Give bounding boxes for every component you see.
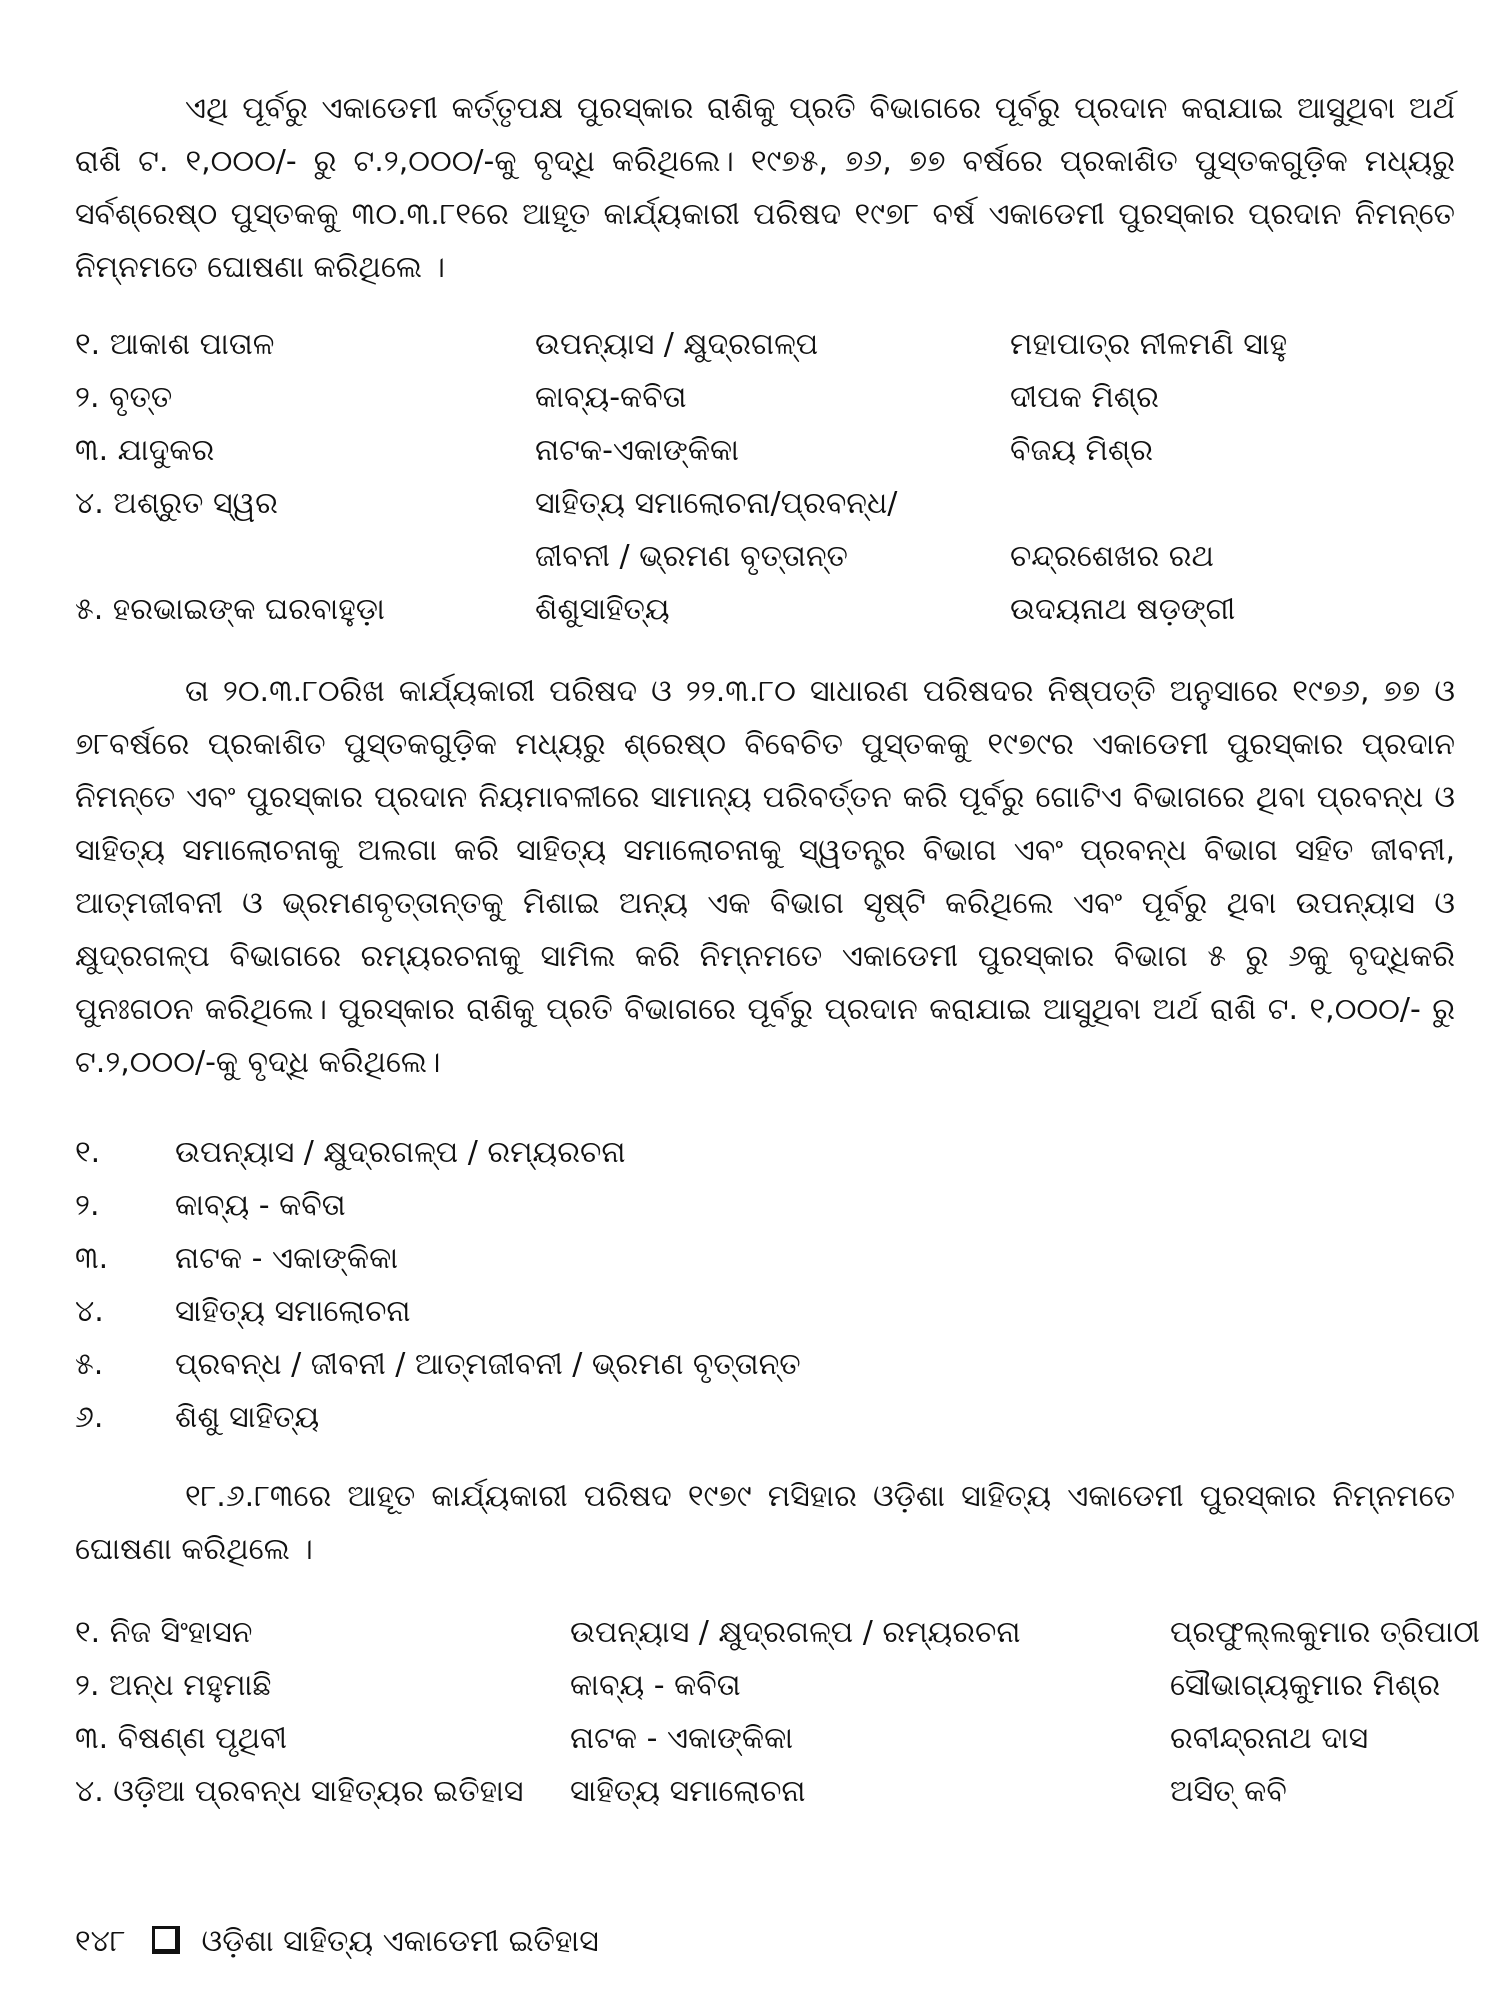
page-footer bbox=[75, 1920, 599, 1964]
list-item bbox=[75, 373, 1475, 423]
award-category: ଜୀବନୀ / ଭ୍ରମଣ ବୃତ୍ତାନ୍ତ bbox=[535, 539, 848, 574]
award-category: ନାଟକ - ଏକାଙ୍କିକା bbox=[570, 1721, 794, 1756]
category-number: ୬. bbox=[75, 1400, 104, 1435]
award-author: ଉଦୟନାଥ ଷଡ଼ଙ୍ଗୀ bbox=[1010, 592, 1236, 627]
list-item bbox=[75, 426, 1475, 476]
category-number: ୩. bbox=[75, 1241, 109, 1276]
award-author: ମହାପାତ୍ର ନୀଳମଣି ସାହୁ bbox=[1010, 327, 1288, 362]
award-author: ପ୍ରଫୁଲ୍ଲକୁମାର ତ୍ରିପାଠୀ bbox=[1170, 1615, 1480, 1650]
award-book: ୩. ଯାଦୁକର bbox=[75, 433, 215, 468]
list-item bbox=[75, 1340, 1475, 1390]
category-label: ନାଟକ - ଏକାଙ୍କିକା bbox=[175, 1241, 399, 1276]
category-number: ୪. bbox=[75, 1294, 104, 1329]
category-number: ୨. bbox=[75, 1188, 100, 1223]
award-book: ୪. ଓଡ଼ିଆ ପ୍ରବନ୍ଧ ସାହିତ୍ୟର ଇତିହାସ bbox=[75, 1774, 524, 1809]
category-number: ୧. bbox=[75, 1135, 101, 1170]
award-category: କାବ୍ୟ - କବିତା bbox=[570, 1668, 741, 1703]
list-item bbox=[75, 1234, 1475, 1284]
award-category: ସାହିତ୍ୟ ସମାଲୋଚନା bbox=[570, 1774, 806, 1809]
page-number: ୧୪୮ bbox=[75, 1924, 126, 1959]
award-author: ସୌଭାଗ୍ୟକୁମାର ମିଶ୍ର bbox=[1170, 1668, 1441, 1703]
award-category: କାବ୍ୟ-କବିତା bbox=[535, 380, 687, 415]
category-label: କାବ୍ୟ - କବିତା bbox=[175, 1188, 346, 1223]
list-item bbox=[75, 320, 1475, 370]
list-item bbox=[75, 1608, 1480, 1658]
list-item bbox=[75, 479, 1475, 529]
award-book: ୫. ହରଭାଇଙ୍କ ଘରବାହୁଡ଼ା bbox=[75, 592, 385, 627]
paragraph-3: ୧୮.୬.୮୩ରେ ଆହୂତ କାର୍ଯ୍ୟକାରୀ ପରିଷଦ ୧୯୭୯ ମସିହାର ଓଡ଼ିଶା ସାହିତ୍ୟ ଏକାଡେମୀ ପୁରସ୍କାର ନିମ୍ନମତେ ଘୋଷଣା କରିଥିଲେ । bbox=[75, 1479, 1455, 1567]
award-category: ସାହିତ୍ୟ ସମାଲୋଚନା/ପ୍ରବନ୍ଧ/ bbox=[535, 486, 898, 521]
award-category: ଉପନ୍ୟାସ / କ୍ଷୁଦ୍ରଗଳ୍ପ / ରମ୍ୟରଚନା bbox=[570, 1615, 1021, 1650]
award-book: ୨. ଅନ୍ଧ ମହୁମାଛି bbox=[75, 1668, 272, 1703]
award-book: ୩. ବିଷଣ୍ଣ ପୃଥିବୀ bbox=[75, 1721, 288, 1756]
paragraph-1: ଏଥି ପୂର୍ବରୁ ଏକାଡେମୀ କର୍ତ୍ତୃପକ୍ଷ ପୁରସ୍କାର ରାଶିକୁ ପ୍ରତି ବିଭାଗରେ ପୂର୍ବରୁ ପ୍ରଦାନ କରାଯାଇ ଆସୁଥିବା ଅର୍ଥ ରାଶି ଟ. ୧,୦୦୦/- ରୁ ଟ.୨,୦୦୦/-କୁ ବୃଦ୍ଧି କରିଥିଲେ। ୧୯୭୫, ୭୬, ୭୭ ବର୍ଷରେ ପ୍ରକାଶିତ ପୁସ୍ତକଗୁଡ଼ିକ ମଧ୍ୟରୁ ସର୍ବଶ୍ରେଷ୍ଠ ପୁସ୍ତକକୁ ୩୦.୩.୮୧ରେ ଆହୂତ କାର୍ଯ୍ୟକାରୀ ପରିଷଦ ୧୯୭୮ ବର୍ଷ ଏକାଡେମୀ ପୁରସ୍କାର ପ୍ରଦାନ ନିମନ୍ତେ ନିମ୍ନମତେ ଘୋଷଣା କରିଥିଲେ । bbox=[75, 91, 1455, 285]
award-author: ଦୀପକ ମିଶ୍ର bbox=[1010, 380, 1159, 415]
category-label: ସାହିତ୍ୟ ସମାଲୋଚନା bbox=[175, 1294, 411, 1329]
list-item bbox=[75, 1714, 1475, 1764]
list-item bbox=[75, 1287, 1475, 1337]
list-item bbox=[75, 1661, 1475, 1711]
award-book: ୧. ଆକାଶ ପାତାଳ bbox=[75, 327, 275, 362]
list-item bbox=[75, 1393, 1475, 1443]
list-item bbox=[75, 1767, 1475, 1817]
book-title: ଓଡ଼ିଶା ସାହିତ୍ୟ ଏକାଡେମୀ ଇତିହାସ bbox=[201, 1924, 599, 1959]
award-author: ରବୀନ୍ଦ୍ରନାଥ ଦାସ bbox=[1170, 1721, 1369, 1756]
award-category: ଉପନ୍ୟାସ / କ୍ଷୁଦ୍ରଗଳ୍ପ bbox=[535, 327, 819, 362]
award-author: ଚନ୍ଦ୍ରଶେଖର ରଥ bbox=[1010, 539, 1214, 574]
paragraph-2: ତା ୨୦.୩.୮୦ରିଖ କାର୍ଯ୍ୟକାରୀ ପରିଷଦ ଓ ୨୨.୩.୮୦ ସାଧାରଣ ପରିଷଦର ନିଷ୍ପତ୍ତି ଅନୁସାରେ ୧୯୭୬, ୭୭ ଓ ୭୮ବର୍ଷରେ ପ୍ରକାଶିତ ପୁସ୍ତକଗୁଡ଼ିକ ମଧ୍ୟରୁ ଶ୍ରେଷ୍ଠ ବିବେଚିତ ପୁସ୍ତକକୁ ୧୯୭୯ର ଏକାଡେମୀ ପୁରସ୍କାର ପ୍ରଦାନ ନିମନ୍ତେ ଏବଂ ପୁରସ୍କାର ପ୍ରଦାନ ନିୟମାବଳୀରେ ସାମାନ୍ୟ ପରିବର୍ତ୍ତନ କରି ପୂର୍ବରୁ ଗୋଟିଏ ବିଭାଗରେ ଥିବା ପ୍ରବନ୍ଧ ଓ ସାହିତ୍ୟ ସମାଲୋଚନାକୁ ଅଲଗା କରି ସାହିତ୍ୟ ସମାଲୋଚନାକୁ ସ୍ୱତନ୍ତ୍ର ବିଭାଗ ଏବଂ ପ୍ରବନ୍ଧ ବିଭାଗ ସହିତ ଜୀବନୀ, ଆତ୍ମଜୀବନୀ ଓ ଭ୍ରମଣବୃତ୍ତାନ୍ତକୁ ମିଶାଇ ଅନ୍ୟ ଏକ ବିଭାଗ ସୃଷ୍ଟି କରିଥିଲେ ଏବଂ ପୂର୍ବରୁ ଥିବା ଉପନ୍ୟାସ ଓ କ୍ଷୁଦ୍ରଗଳ୍ପ ବିଭାଗରେ ରମ୍ୟରଚନାକୁ ସାମିଲ କରି ନିମ୍ନମତେ ଏକାଡେମୀ ପୁରସ୍କାର ବିଭାଗ ୫ ରୁ ୬କୁ ବୃଦ୍ଧିକରି ପୁନଃଗଠନ କରିଥିଲେ। ପୁରସ୍କାର ରାଶିକୁ ପ୍ରତି ବିଭାଗରେ ପୂର୍ବରୁ ପ୍ରଦାନ କରାଯାଇ ଆସୁଥିବା ଅର୍ଥ ରାଶି ଟ. ୧,୦୦୦/- ରୁ ଟ.୨,୦୦୦/-କୁ ବୃଦ୍ଧି କରିଥିଲେ। bbox=[75, 674, 1455, 1080]
category-number: ୫. bbox=[75, 1347, 104, 1382]
award-book: ୪. ଅଶ୍ରୁତ ସ୍ୱର bbox=[75, 486, 278, 521]
square-box-icon bbox=[152, 1926, 180, 1954]
list-item bbox=[75, 1181, 1475, 1231]
award-book: ୧. ନିଜ ସିଂହାସନ bbox=[75, 1615, 253, 1650]
award-author: ଅସିତ୍ କବି bbox=[1170, 1774, 1287, 1809]
list-item bbox=[75, 1128, 1475, 1178]
category-label: ପ୍ରବନ୍ଧ / ଜୀବନୀ / ଆତ୍ମଜୀବନୀ / ଭ୍ରମଣ ବୃତ୍ତାନ୍ତ bbox=[175, 1347, 801, 1382]
award-category: ନାଟକ-ଏକାଙ୍କିକା bbox=[535, 433, 740, 468]
category-label: ଉପନ୍ୟାସ / କ୍ଷୁଦ୍ରଗଳ୍ପ / ରମ୍ୟରଚନା bbox=[175, 1135, 626, 1170]
list-item bbox=[75, 585, 1475, 635]
award-book: ୨. ବୃତ୍ତ bbox=[75, 380, 173, 415]
award-category: ଶିଶୁସାହିତ୍ୟ bbox=[535, 592, 670, 627]
award-author: ବିଜୟ ମିଶ୍ର bbox=[1010, 433, 1153, 468]
list-item bbox=[75, 532, 1475, 582]
category-label: ଶିଶୁ ସାହିତ୍ୟ bbox=[175, 1400, 320, 1435]
